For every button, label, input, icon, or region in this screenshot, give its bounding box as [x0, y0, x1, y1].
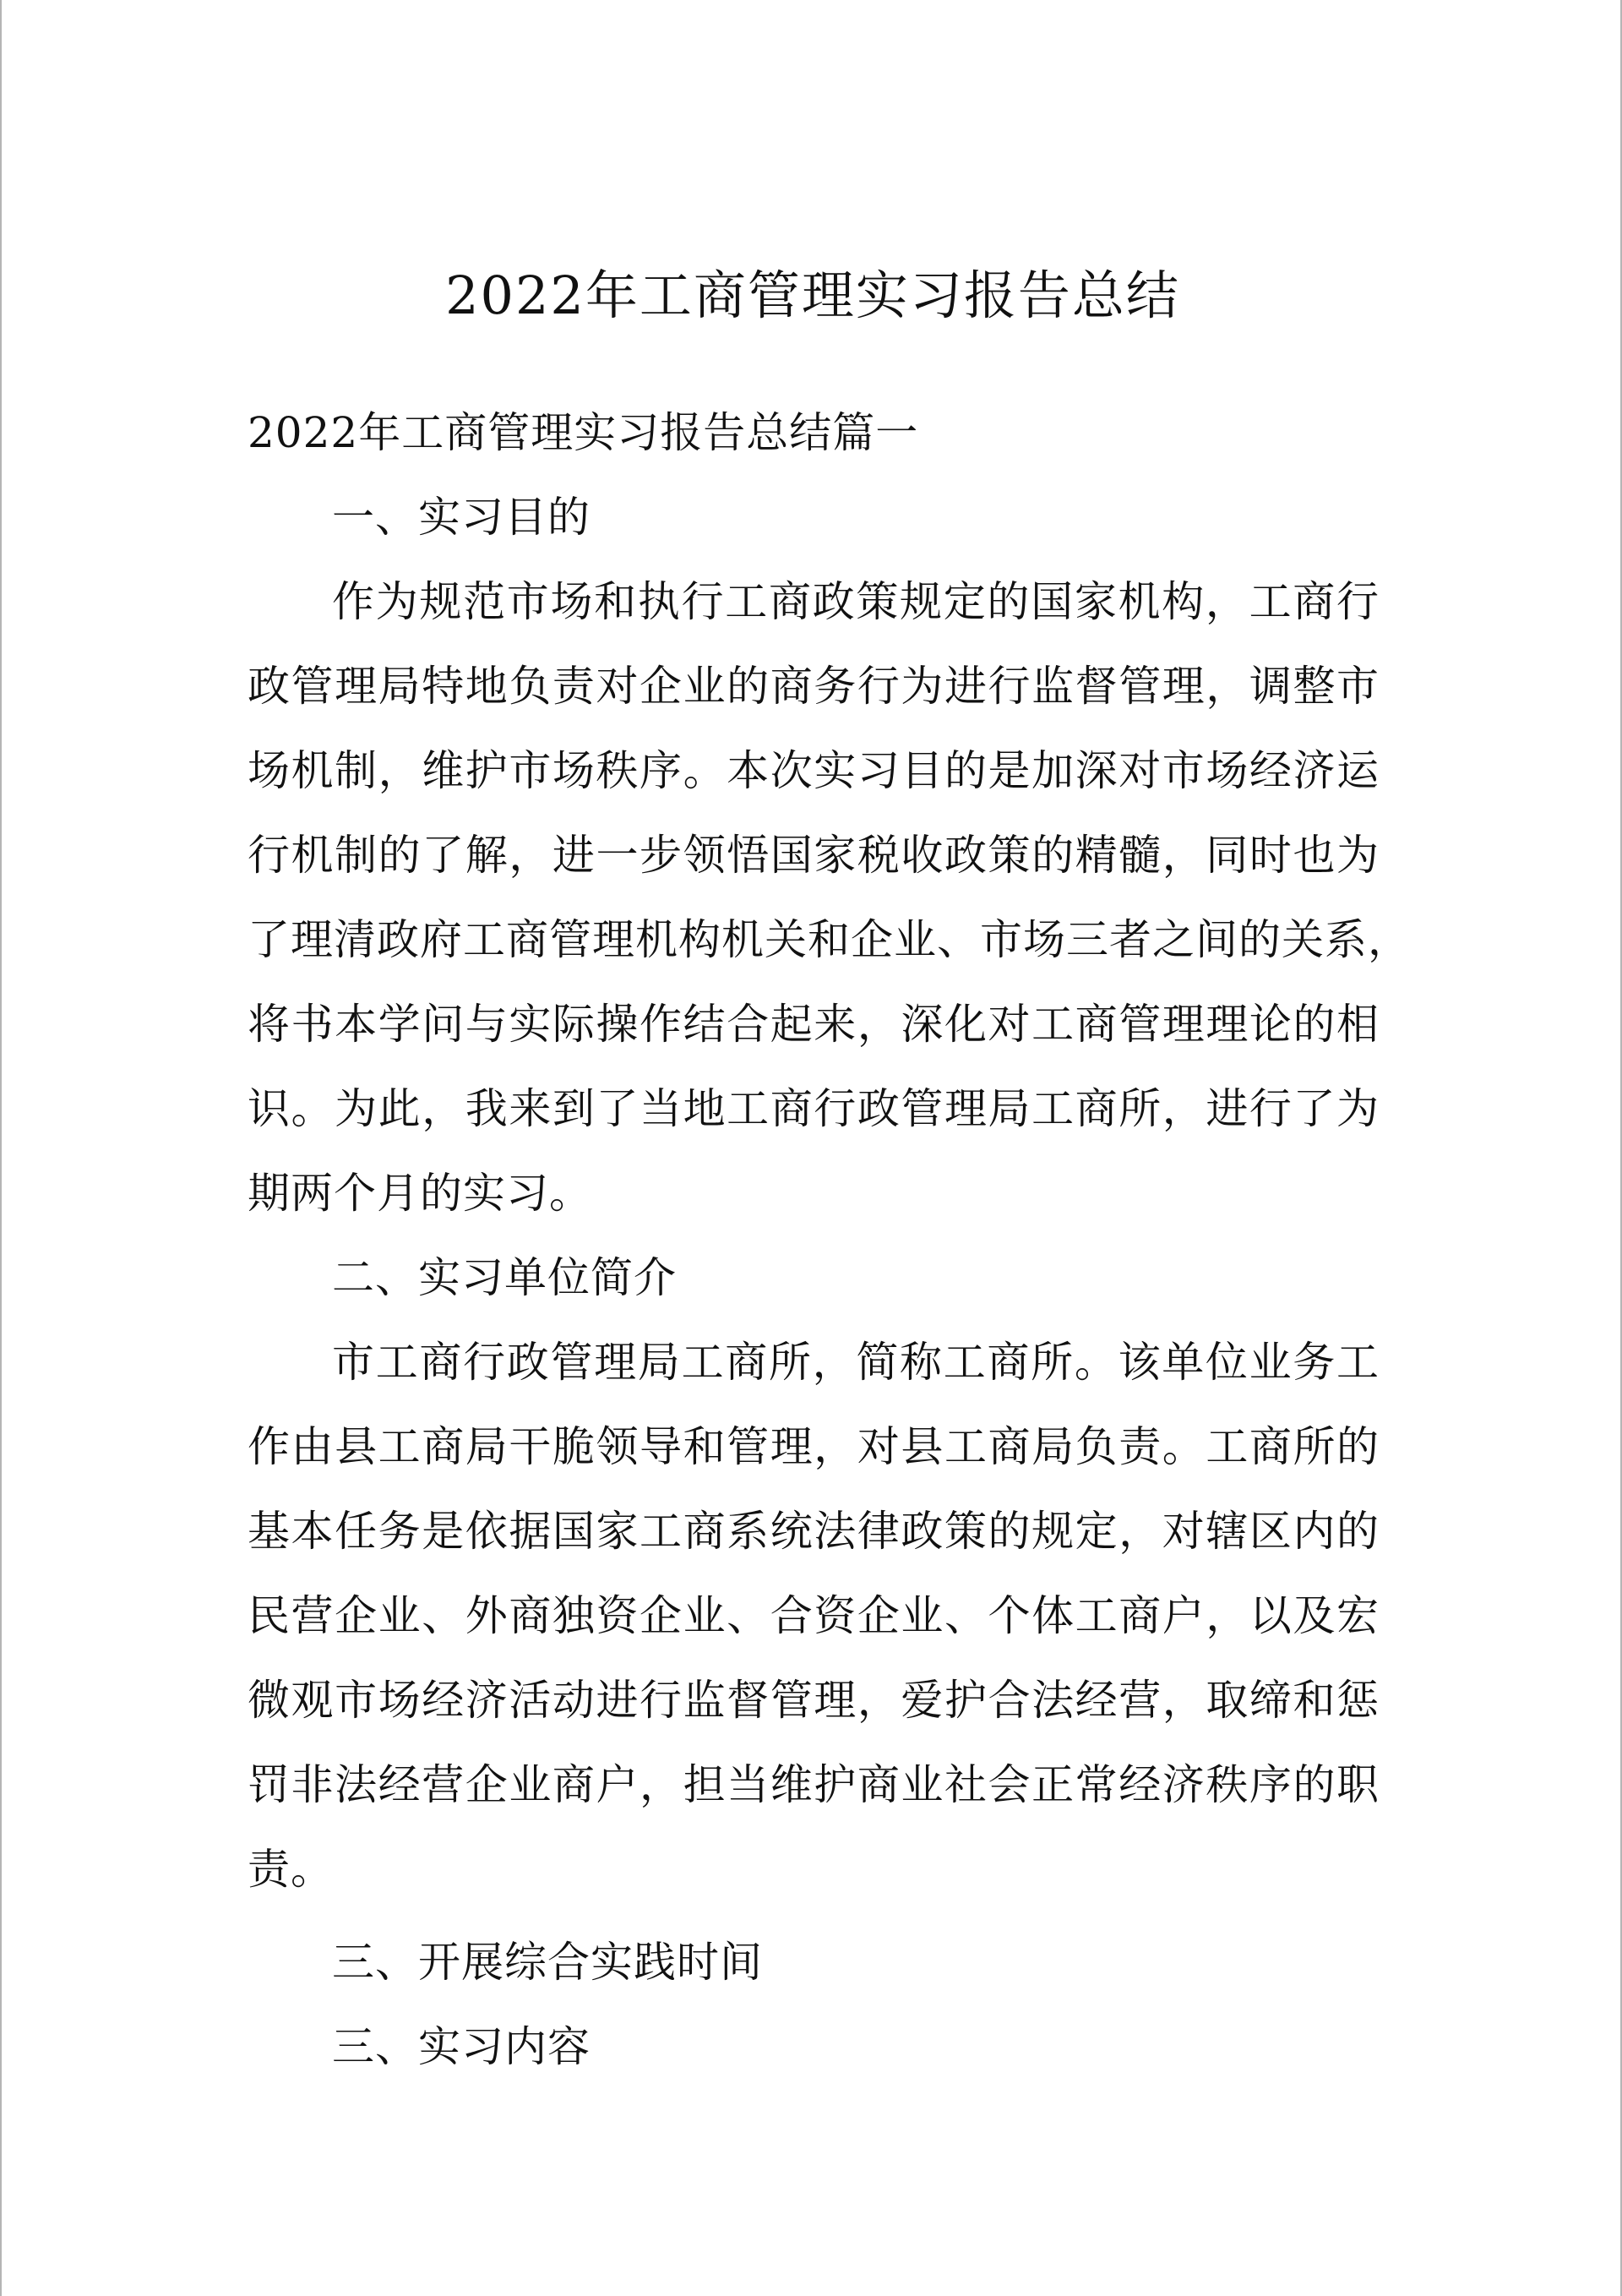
section-heading-practice-time: 三、开展综合实践时间	[332, 1938, 763, 1987]
paragraph-line: 微观市场经济活动进行监督管理，爱护合法经营，取缔和惩	[248, 1676, 1380, 1725]
paragraph-line: 市工商行政管理局工商所，简称工商所。该单位业务工	[332, 1338, 1380, 1387]
paragraph-line: 将书本学问与实际操作结合起来，深化对工商管理理论的相	[248, 1000, 1380, 1049]
paragraph-line: 责。	[248, 1845, 334, 1894]
paragraph-line: 罚非法经营企业商户，担当维护商业社会正常经济秩序的职	[248, 1760, 1380, 1809]
document-title: 2022年工商管理实习报告总结	[445, 265, 1180, 326]
paragraph-line: 民营企业、外商独资企业、合资企业、个体工商户，以及宏	[248, 1591, 1380, 1640]
paragraph-line: 作由县工商局干脆领导和管理，对县工商局负责。工商所的	[248, 1422, 1380, 1471]
section-heading-purpose: 一、实习目的	[332, 493, 591, 542]
paragraph-line: 了理清政府工商管理机构机关和企业、市场三者之间的关系，	[248, 915, 1411, 964]
paragraph-line: 政管理局特地负责对企业的商务行为进行监督管理，调整市	[248, 662, 1380, 711]
paragraph-line: 期两个月的实习。	[248, 1169, 592, 1218]
paragraph-line: 识。为此，我来到了当地工商行政管理局工商所，进行了为	[248, 1084, 1380, 1133]
paragraph-line: 场机制，维护市场秩序。本次实习目的是加深对市场经济运	[248, 746, 1380, 795]
paragraph-line: 作为规范市场和执行工商政策规定的国家机构，工商行	[332, 577, 1380, 626]
document-subtitle: 2022年工商管理实习报告总结篇一	[248, 408, 919, 457]
paragraph-line: 基本任务是依据国家工商系统法律政策的规定，对辖区内的	[248, 1507, 1380, 1556]
paragraph-line: 行机制的了解，进一步领悟国家税收政策的精髓，同时也为	[248, 831, 1380, 880]
section-heading-unit: 二、实习单位简介	[332, 1253, 677, 1302]
section-heading-content: 三、实习内容	[332, 2022, 591, 2071]
